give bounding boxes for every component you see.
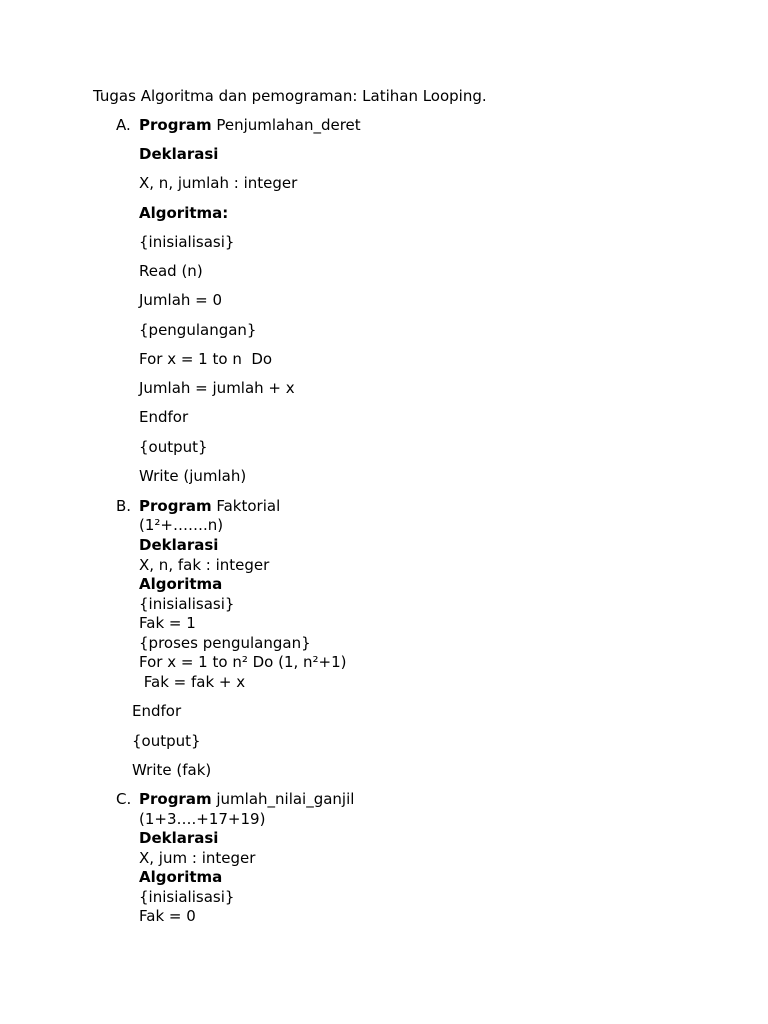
section-a-program-heading bbox=[139, 116, 361, 134]
algoritma-label: Algoritma: bbox=[139, 204, 229, 222]
program-name: Faktorial bbox=[211, 497, 281, 515]
document-title: Tugas Algoritma dan pemograman: Latihan Looping. bbox=[93, 87, 487, 105]
section-a-algoritma bbox=[139, 204, 228, 222]
section-a-deklarasi bbox=[139, 145, 218, 163]
section-c-subtitle: (1+3….+17+19) bbox=[139, 810, 266, 828]
section-b-deklarasi bbox=[139, 536, 218, 554]
section-a-line: Read (n) bbox=[139, 262, 203, 280]
section-a-line: For x = 1 to n Do bbox=[139, 350, 273, 368]
algoritma-label: Algoritma bbox=[139, 575, 223, 593]
section-b-algoritma bbox=[139, 575, 222, 593]
section-b-vars: X, n, fak : integer bbox=[139, 556, 270, 574]
section-b-line: {inisialisasi} bbox=[139, 595, 235, 613]
algoritma-label: Algoritma bbox=[139, 868, 223, 886]
section-b-marker: B. bbox=[116, 497, 132, 515]
section-b-line: For x = 1 to n² Do (1, n²+1) bbox=[139, 653, 347, 671]
section-b-tail-line: Write (fak) bbox=[132, 761, 212, 779]
section-c-algoritma bbox=[139, 868, 222, 886]
deklarasi-label: Deklarasi bbox=[139, 536, 219, 554]
section-c-program-heading bbox=[139, 790, 354, 808]
deklarasi-label: Deklarasi bbox=[139, 145, 219, 163]
section-a-line: Jumlah = 0 bbox=[139, 291, 223, 309]
section-c-marker: C. bbox=[116, 790, 132, 808]
program-name: Penjumlahan_deret bbox=[211, 116, 361, 134]
section-b-line: Fak = 1 bbox=[139, 614, 196, 632]
section-c-line: {inisialisasi} bbox=[139, 888, 235, 906]
section-b-line: Fak = fak + x bbox=[139, 673, 246, 691]
deklarasi-label: Deklarasi bbox=[139, 829, 219, 847]
program-name: jumlah_nilai_ganjil bbox=[211, 790, 355, 808]
section-a-vars: X, n, jumlah : integer bbox=[139, 174, 298, 192]
section-a-line: {output} bbox=[139, 438, 208, 456]
section-a-marker: A. bbox=[116, 116, 131, 134]
section-a-line: {inisialisasi} bbox=[139, 233, 235, 251]
section-a-line: Write (jumlah) bbox=[139, 467, 247, 485]
program-keyword: Program bbox=[139, 497, 212, 515]
section-c-deklarasi bbox=[139, 829, 218, 847]
section-a-line: Jumlah = jumlah + x bbox=[139, 379, 295, 397]
section-b-program-heading bbox=[139, 497, 280, 515]
program-keyword: Program bbox=[139, 116, 212, 134]
section-c-line: Fak = 0 bbox=[139, 907, 196, 925]
program-keyword: Program bbox=[139, 790, 212, 808]
section-b-tail-line: {output} bbox=[132, 732, 201, 750]
section-a-line: Endfor bbox=[139, 408, 189, 426]
section-c-vars: X, jum : integer bbox=[139, 849, 256, 867]
section-b-line: {proses pengulangan} bbox=[139, 634, 311, 652]
section-b-tail-line: Endfor bbox=[132, 702, 182, 720]
section-a-line: {pengulangan} bbox=[139, 321, 257, 339]
section-b-subtitle: (1²+…….n) bbox=[139, 516, 224, 534]
